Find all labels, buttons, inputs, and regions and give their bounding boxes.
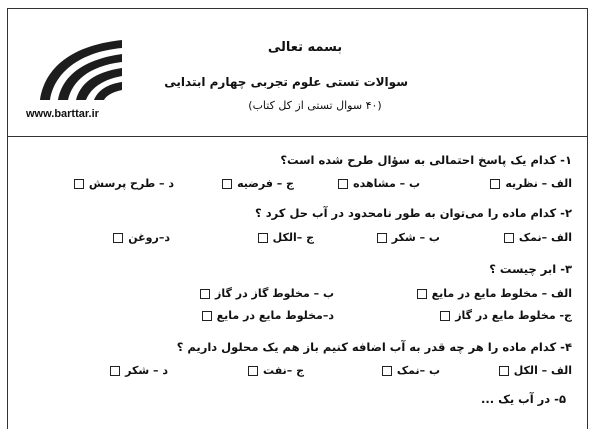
question-2-text: ۲- کدام ماده را می‌توان به طور نامحدود در آب حل کرد ؟ [255, 206, 572, 220]
q1-option-a[interactable] [490, 177, 572, 190]
checkbox-icon[interactable] [338, 179, 348, 189]
checkbox-icon[interactable] [248, 366, 258, 376]
header-divider [7, 136, 588, 137]
question-4-text: ۴- کدام ماده را هر چه قدر به آب اضافه کنیم باز هم یک محلول داریم ؟ [176, 340, 572, 354]
question-1-text: ۱- کدام یک پاسخ احتمالی به سؤال طرح شده است؟ [280, 153, 572, 167]
q4-option-a-label: الف – الکل [513, 364, 572, 377]
q2-option-b[interactable] [377, 231, 440, 244]
q2-option-d[interactable] [113, 231, 170, 244]
q4-option-a[interactable] [499, 364, 572, 377]
q2-option-b-label: ب – شکر [391, 231, 440, 244]
q2-option-d-label: د–روغن [128, 231, 170, 244]
page-subtitle: (۴۰ سوال تستی از کل کتاب) [248, 99, 382, 112]
q1-option-a-label: الف – نظریه [505, 177, 572, 190]
q3-option-d[interactable] [202, 309, 334, 322]
q1-option-d[interactable] [74, 177, 174, 190]
checkbox-icon[interactable] [200, 289, 210, 299]
checkbox-icon[interactable] [74, 179, 84, 189]
checkbox-icon[interactable] [490, 179, 500, 189]
q3-option-a-label: الف – مخلوط مایع در مایع [431, 287, 572, 300]
q1-option-c[interactable] [222, 177, 294, 190]
q4-option-b-label: ب –نمک [396, 364, 440, 377]
checkbox-icon[interactable] [110, 366, 120, 376]
q3-option-c-label: ج- مخلوط مایع در گاز [455, 309, 572, 322]
q4-option-d[interactable] [110, 364, 168, 377]
question-3-text: ۳- ابر چیست ؟ [489, 262, 572, 276]
q1-option-c-label: ج – فرضیه [237, 177, 294, 190]
q4-option-d-label: د – شکر [125, 364, 168, 377]
checkbox-icon[interactable] [202, 311, 212, 321]
q3-option-d-label: د–مخلوط مایع در مایع [216, 309, 334, 322]
site-url: www.barttar.ir [26, 108, 99, 120]
checkbox-icon[interactable] [499, 366, 509, 376]
q3-option-b-label: ب – مخلوط گاز در گاز [215, 287, 334, 300]
q1-option-d-label: د – طرح پرسش [88, 177, 174, 190]
page-title: سوالات تستی علوم تجربی چهارم ابتدایی [164, 75, 408, 89]
q3-option-c[interactable] [440, 309, 572, 322]
q2-option-c-label: ج –الکل [272, 231, 314, 244]
q4-option-b[interactable] [382, 364, 440, 377]
checkbox-icon[interactable] [504, 233, 514, 243]
checkbox-icon[interactable] [258, 233, 268, 243]
basmala-heading: بسمه تعالی [267, 40, 343, 55]
checkbox-icon[interactable] [377, 233, 387, 243]
q2-option-a-label: الف –نمک [518, 231, 572, 244]
q3-option-b[interactable] [200, 287, 334, 300]
barttar-logo-icon [36, 34, 126, 102]
q1-option-b[interactable] [338, 177, 420, 190]
q2-option-a[interactable] [504, 231, 572, 244]
checkbox-icon[interactable] [222, 179, 232, 189]
question-5-text-partial: ۵- در آب یک ... [480, 392, 566, 406]
checkbox-icon[interactable] [440, 311, 450, 321]
q3-option-a[interactable] [417, 287, 572, 300]
checkbox-icon[interactable] [382, 366, 392, 376]
q4-option-c-label: ج –نفت [263, 364, 304, 377]
q1-option-b-label: ب – مشاهده [353, 177, 420, 190]
q2-option-c[interactable] [258, 231, 314, 244]
checkbox-icon[interactable] [417, 289, 427, 299]
checkbox-icon[interactable] [113, 233, 123, 243]
q4-option-c[interactable] [248, 364, 304, 377]
